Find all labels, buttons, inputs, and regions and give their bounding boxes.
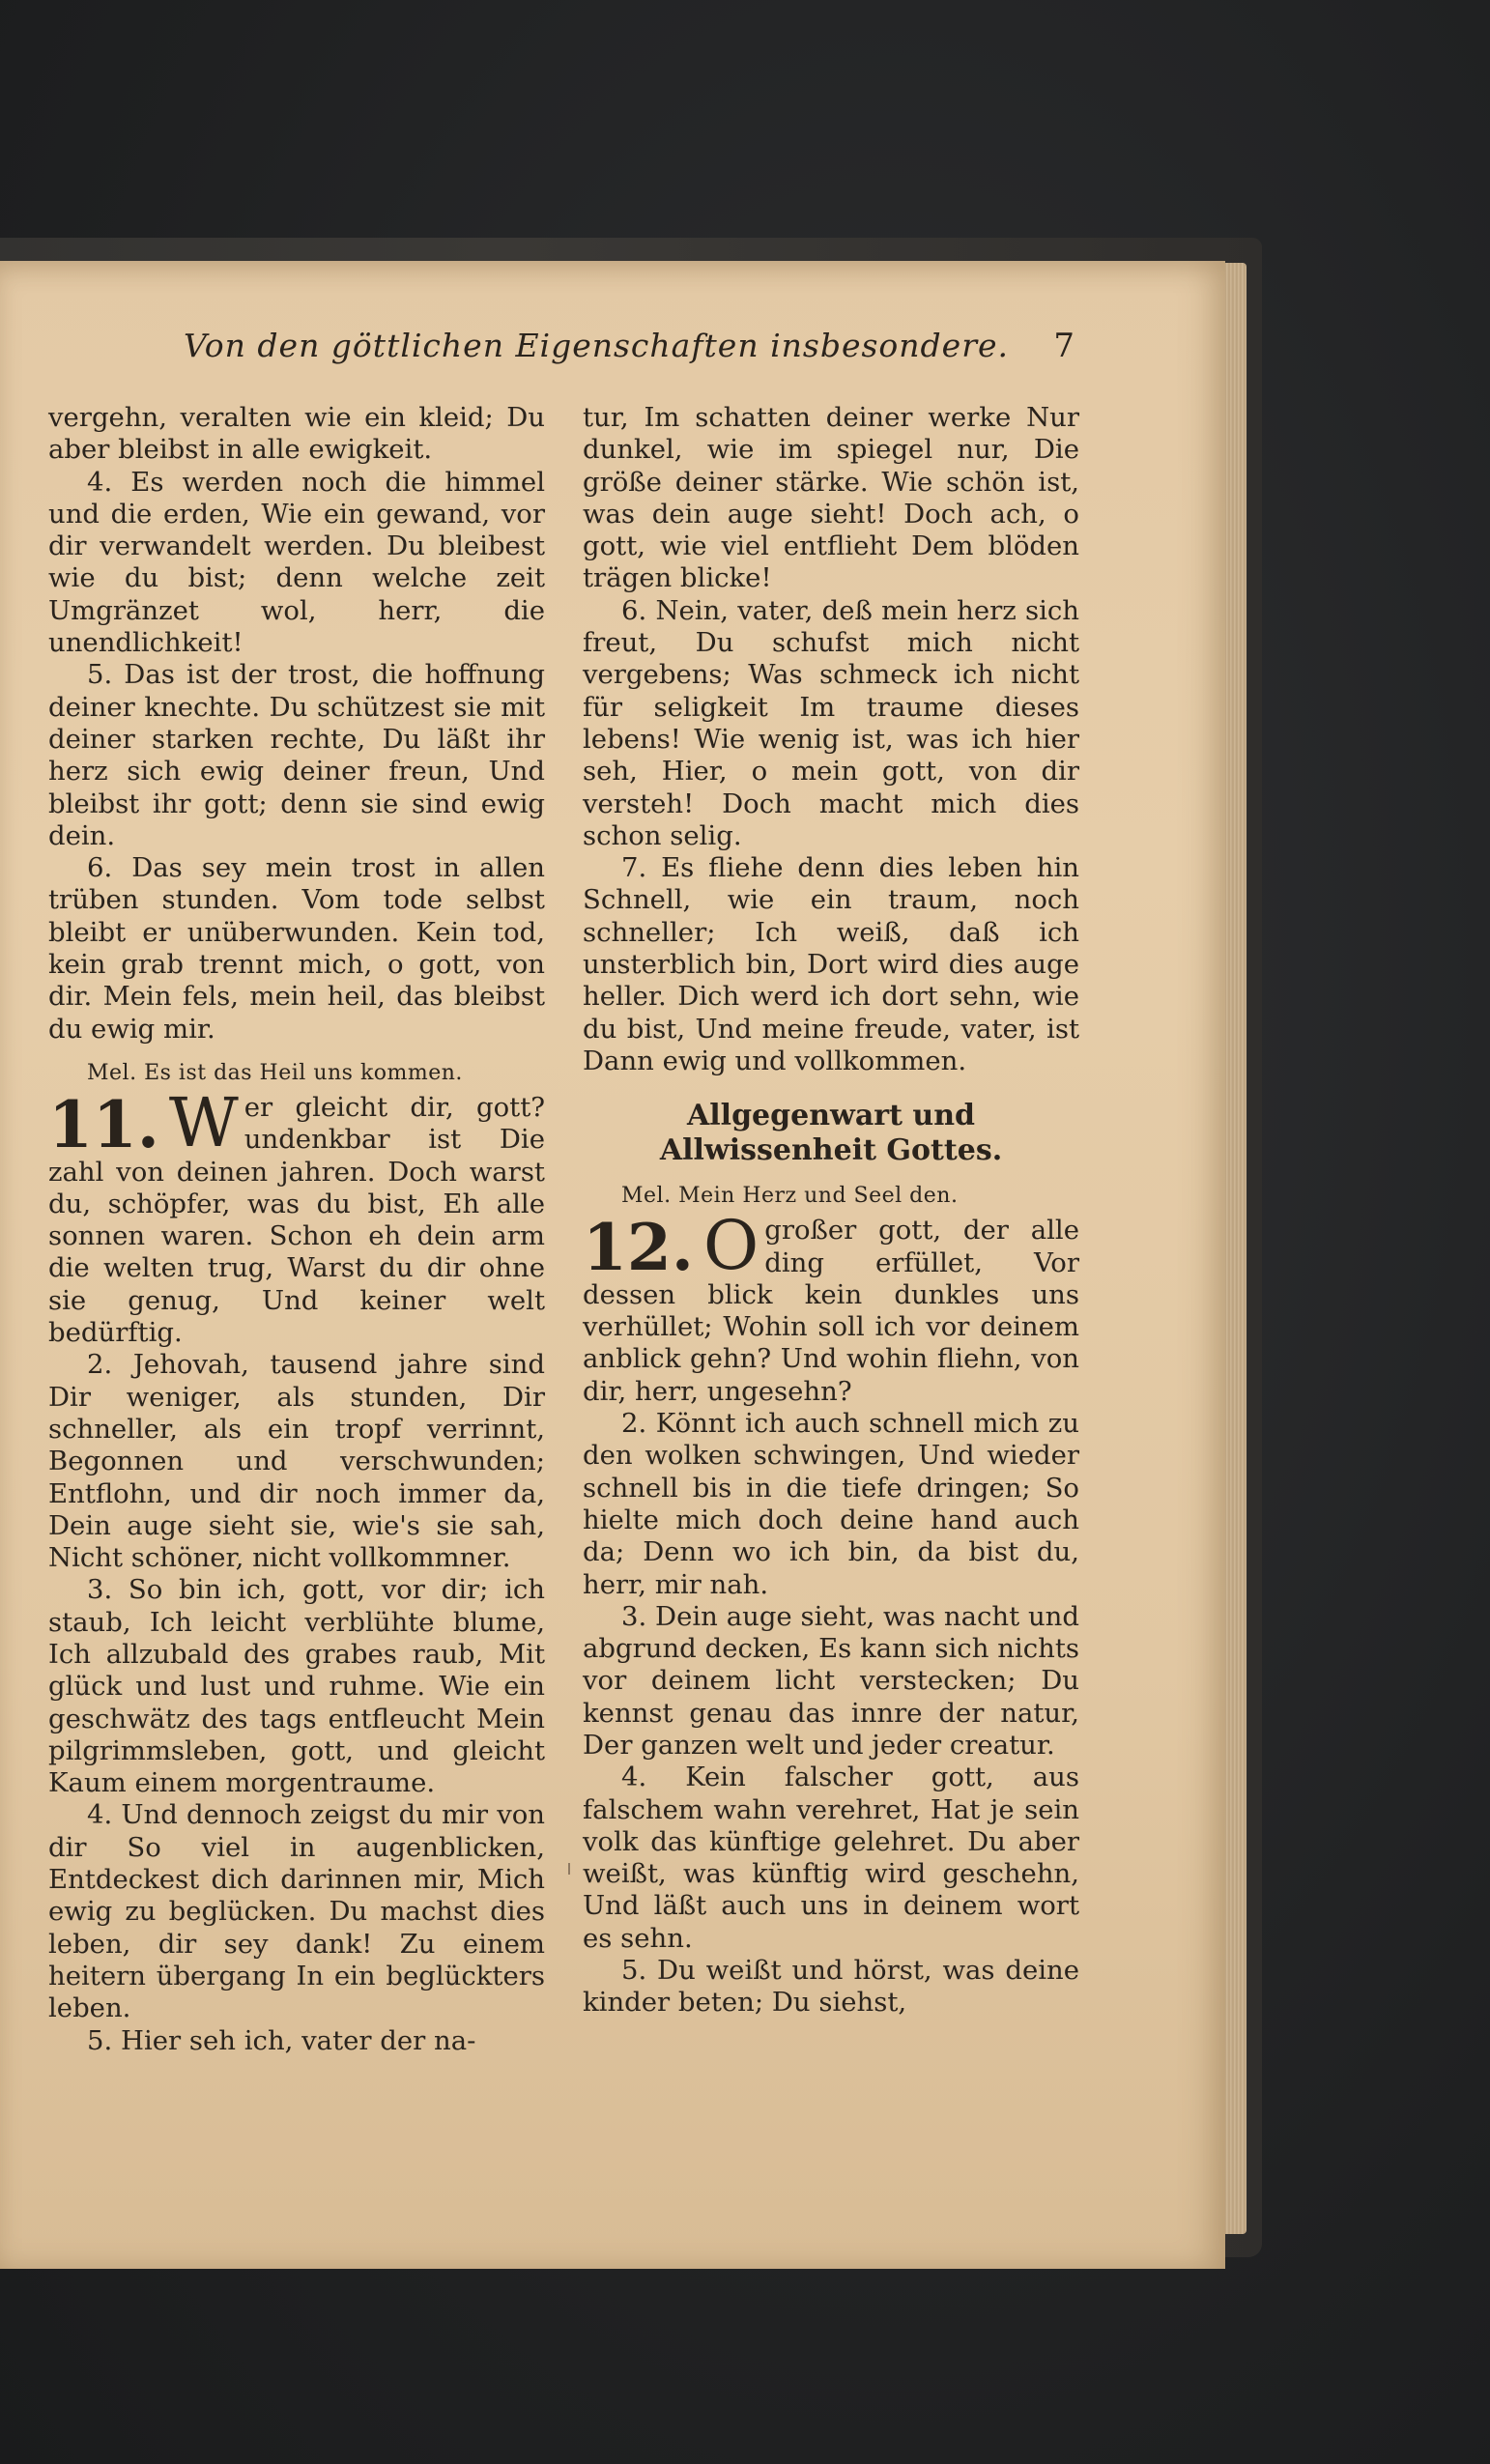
running-head <box>48 327 1075 377</box>
hymn-verse-5: 5. Du weißt und hörst, was deine kinder beten; Du siehst, <box>583 1955 1079 2019</box>
hymn-initial: O <box>702 1206 759 1286</box>
page-number: 7 <box>1053 327 1075 365</box>
verse-7: 7. Es fliehe denn dies leben hin Schnell, wie ein traum, noch schneller; Ich weiß, daß ich unsterblich bin, Dort wird dies auge heller. Dich werd ich dort sehn, wie du bist, Und meine freude, vater, ist Dann ewig und vollkommen. <box>583 852 1079 1076</box>
right-column <box>583 402 1079 2020</box>
hymn-verse-4: 4. Und dennoch zeigst du mir von dir So viel in augenblicken, Entdeckest dich darinnen mir, Mich ewig zu beglücken. Du machst dies leben, dir sey dank! Zu einem heitern übergang In ein beglückters leben. <box>48 1799 545 2024</box>
hymn-verse-1: großer gott, der alle ding erfüllet, Vor dessen blick kein dunkles uns verhüllet; Wohin soll ich vor deinem anblick gehn? Und wohin fliehn, von dir, herr, ungesehn? <box>583 1215 1079 1407</box>
verse-4: 4. Es werden noch die himmel und die erden, Wie ein gewand, vor dir verwandelt werden. Du bleibest wie du bist; denn welche zeit Umgränzet wol, herr, die unendlichkeit! <box>48 466 545 659</box>
verse-5: 5. Das ist der trost, die hoffnung deiner knechte. Du schützest sie mit deiner starken rechte, Du läßt ihr herz sich ewig deiner freun, Und bleibst ihr gott; denn sie sind ewig dein. <box>48 659 545 851</box>
book-page <box>0 261 1225 2269</box>
hymn-number: 11. <box>48 1086 159 1162</box>
left-column <box>48 402 545 2057</box>
ink-mark <box>568 1863 570 1875</box>
hymn-verse-2: 2. Könnt ich auch schnell mich zu den wolken schwingen, Und wieder schnell bis in die tiefe dringen; So hielte mich doch deine hand auch da; Denn wo ich bin, da bist du, herr, mir nah. <box>583 1408 1079 1600</box>
hymn-initial: W <box>168 1082 239 1162</box>
hymn-verse-2: 2. Jehovah, tausend jahre sind Dir weniger, als stunden, Dir schneller, als ein tropf verrinnt, Begonnen und verschwunden; Entflohn, und dir noch immer da, Dein auge sieht sie, wie's sie sah, Nicht schöner, nicht vollkommner. <box>48 1349 545 1574</box>
hymn-verse-3: 3. So bin ich, gott, vor dir; ich staub, Ich leicht verblühte blume, Ich allzubald des grabes raub, Mit glück und lust und ruhme. Wie ein geschwätz des tags entfleucht Mein pilgrimmsleben, gott, und gleicht Kaum einem morgentraume. <box>48 1574 545 1799</box>
hymn-verse-3: 3. Dein auge sieht, was nacht und abgrund decken, Es kann sich nichts vor deinem licht verstecken; Du kennst genau das innre der natur, Der ganzen welt und jeder creatur. <box>583 1600 1079 1761</box>
verse-continuation: tur, Im schatten deiner werke Nur dunkel, wie im spiegel nur, Die größe deiner stärke. Wie schön ist, was dein auge sieht! Doch ach, o gott, wie viel entflieht Dem blöden trägen blicke! <box>583 402 1079 594</box>
running-title: Von den göttlichen Eigenschaften insbesondere. <box>184 327 1009 364</box>
hymn-verse-5: 5. Hier seh ich, vater der na- <box>87 2024 476 2056</box>
section-heading: Allgegenwart und Allwissenheit Gottes. <box>659 1099 1003 1168</box>
hymn-verse-1: er gleicht dir, gott? undenkbar ist Die zahl von deinen jahren. Doch warst du, schöpfer, was du bist, Eh alle sonnen waren. Schon eh dein arm die welten trug, Warst du dir ohne sie genug, Und keiner welt bedürftig. <box>48 1091 545 1349</box>
hymn-12 <box>583 1206 1079 1408</box>
verse-6: 6. Nein, vater, deß mein herz sich freut, Du schufst mich nicht vergebens; Was schmeck ich nicht für seligkeit Im traume dieses lebens! Wie wenig ist, was ich hier seh, Hier, o mein gott, von dir versteh! Doch macht mich dies schon selig. <box>583 594 1079 851</box>
melody-line: Mel. Es ist das Heil uns kommen. <box>87 1060 463 1085</box>
hymn-verse-4: 4. Kein falscher gott, aus falschem wahn verehret, Hat je sein volk das künftige gelehret. Du aber weißt, was künftig wird geschehn, Und läßt auch uns in deinem wort es sehn. <box>583 1762 1079 1954</box>
verse-6: 6. Das sey mein trost in allen trüben stunden. Vom tode selbst bleibt er unüberwunden. Kein tod, kein grab trennt mich, o gott, von dir. Mein fels, mein heil, das bleibst du ewig mir. <box>48 852 545 1045</box>
hymn-number: 12. <box>583 1210 694 1286</box>
page-content <box>48 327 1079 2249</box>
melody-line: Mel. Mein Herz und Seel den. <box>621 1184 959 1209</box>
hymn-11 <box>48 1082 545 1349</box>
verse-continuation: vergehn, veralten wie ein kleid; Du aber bleibst in alle ewigkeit. <box>48 402 545 466</box>
